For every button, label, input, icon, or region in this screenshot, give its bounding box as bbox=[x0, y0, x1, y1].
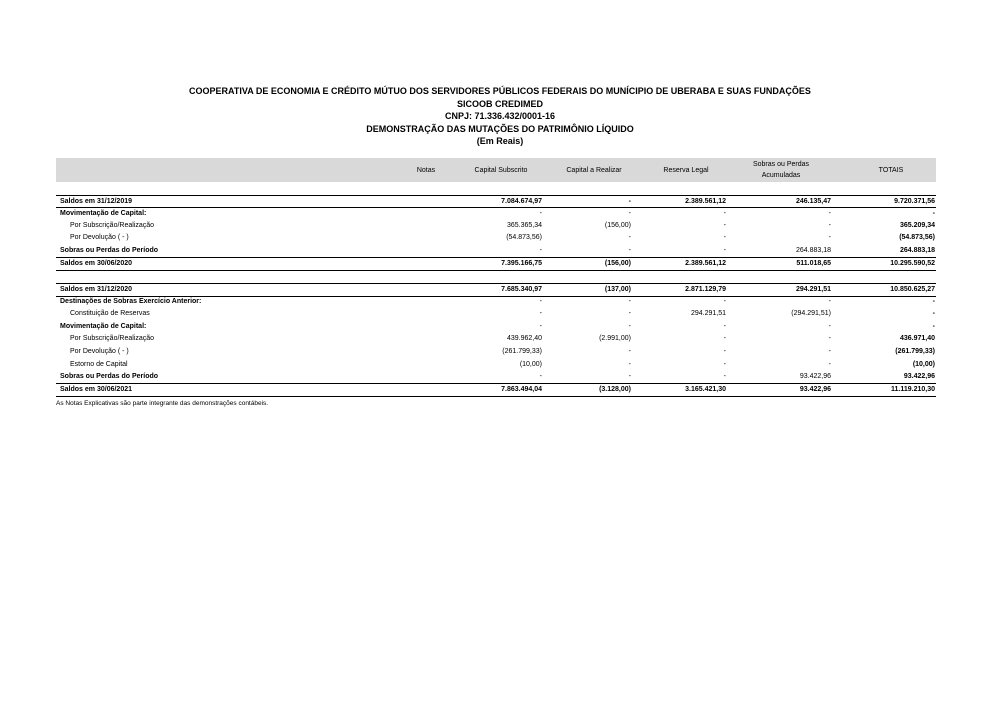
cell-total: 436.971,40 bbox=[899, 335, 935, 342]
cell-total: (10,00) bbox=[912, 361, 935, 368]
cell-capital-subscrito: - bbox=[539, 298, 542, 305]
row-label: Destinações de Sobras Exercício Anterior: bbox=[60, 298, 202, 305]
cell-total: (261.799,33) bbox=[895, 348, 935, 355]
cell-sobras: - bbox=[828, 335, 831, 342]
table-row bbox=[56, 359, 936, 371]
table-row bbox=[56, 371, 936, 383]
col-capital-subscrito: Capital Subscrito bbox=[474, 167, 528, 174]
cell-sobras: 93.422,96 bbox=[799, 386, 831, 393]
cell-capital-realizar: - bbox=[628, 247, 631, 254]
cell-capital-realizar: (156,00) bbox=[604, 222, 631, 229]
cell-reserva-legal: 2.871.129,79 bbox=[685, 286, 726, 293]
cell-sobras: - bbox=[828, 222, 831, 229]
cell-total: 10.850.625,27 bbox=[890, 286, 935, 293]
cell-reserva-legal: - bbox=[723, 247, 726, 254]
cell-capital-subscrito: 365.365,34 bbox=[506, 222, 542, 229]
cell-capital-realizar: - bbox=[628, 348, 631, 355]
cell-capital-subscrito: 7.084.674,97 bbox=[501, 198, 542, 205]
cell-capital-subscrito: 7.685.340,97 bbox=[501, 286, 542, 293]
row-label: Estorno de Capital bbox=[70, 361, 128, 368]
cell-sobras: - bbox=[828, 298, 831, 305]
row-label: Por Devolução ( - ) bbox=[70, 234, 129, 241]
table-row bbox=[56, 321, 936, 333]
table-row bbox=[56, 220, 936, 232]
cell-reserva-legal: - bbox=[723, 298, 726, 305]
cell-capital-realizar: - bbox=[628, 210, 631, 217]
cell-sobras: - bbox=[828, 348, 831, 355]
company-name: COOPERATIVA DE ECONOMIA E CRÉDITO MÚTUO DOS SERVIDORES PÚBLICOS FEDERAIS DO MUNÍCIPIO DE UBERABA E SUAS FUNDAÇÕES bbox=[189, 86, 811, 96]
currency-note: (Em Reais) bbox=[476, 136, 524, 146]
footnote: As Notas Explicativas são parte integrante das demonstrações contábeis. bbox=[56, 400, 269, 407]
row-label: Movimentação de Capital: bbox=[60, 210, 147, 217]
row-label: Saldos em 31/12/2019 bbox=[60, 198, 132, 205]
cell-reserva-legal: 3.165.421,30 bbox=[685, 386, 726, 393]
cell-sobras: - bbox=[828, 210, 831, 217]
cell-capital-subscrito: - bbox=[539, 247, 542, 254]
row-label: Constituição de Reservas bbox=[70, 310, 150, 317]
cell-sobras: 294.291,51 bbox=[795, 286, 831, 293]
company-short-name: SICOOB CREDIMED bbox=[456, 98, 543, 109]
cell-sobras: 93.422,96 bbox=[799, 373, 831, 380]
col-sobras-line2: Acumuladas bbox=[761, 172, 801, 179]
table-row bbox=[56, 196, 936, 208]
cell-capital-subscrito: (10,00) bbox=[519, 361, 542, 368]
row-label: Movimentação de Capital: bbox=[60, 323, 147, 330]
cell-reserva-legal: - bbox=[723, 373, 726, 380]
table-row bbox=[56, 258, 936, 270]
cell-total: (54.873,56) bbox=[899, 234, 935, 241]
cell-sobras: 246.135,47 bbox=[795, 198, 831, 205]
cell-capital-realizar: - bbox=[628, 234, 631, 241]
cell-capital-subscrito: - bbox=[539, 310, 542, 317]
cell-sobras: (294.291,51) bbox=[791, 310, 831, 317]
rule bbox=[56, 270, 936, 271]
cell-capital-subscrito: - bbox=[539, 373, 542, 380]
cell-capital-realizar: (2.991,00) bbox=[599, 335, 631, 342]
cell-capital-realizar: - bbox=[628, 298, 631, 305]
cell-capital-subscrito: - bbox=[539, 323, 542, 330]
report-header bbox=[0, 85, 1000, 148]
cell-capital-subscrito: (261.799,33) bbox=[502, 348, 542, 355]
cell-capital-realizar: - bbox=[628, 310, 631, 317]
table-row bbox=[56, 232, 936, 244]
row-label: Por Devolução ( - ) bbox=[70, 348, 129, 355]
cell-total: 11.119.210,30 bbox=[891, 386, 935, 393]
cell-reserva-legal: 2.389.561,12 bbox=[685, 198, 726, 205]
cell-total: 9.720.371,56 bbox=[894, 198, 935, 205]
cell-sobras: 511.018,65 bbox=[796, 260, 831, 267]
cell-total: - bbox=[932, 210, 935, 217]
cell-reserva-legal: - bbox=[723, 335, 726, 342]
cell-capital-realizar: (156,00) bbox=[604, 260, 631, 267]
table-row bbox=[56, 296, 936, 308]
cell-sobras: 264.883,18 bbox=[795, 247, 831, 254]
row-label: Por Subscrição/Realização bbox=[70, 222, 155, 229]
cell-capital-subscrito: - bbox=[539, 210, 542, 217]
table-row bbox=[56, 333, 936, 345]
cell-reserva-legal: 294.291,51 bbox=[690, 310, 726, 317]
cell-reserva-legal: - bbox=[723, 234, 726, 241]
cell-reserva-legal: - bbox=[723, 210, 726, 217]
table-row bbox=[56, 245, 936, 257]
table-row bbox=[56, 284, 936, 296]
cell-total: 264.883,18 bbox=[899, 247, 935, 254]
cell-capital-realizar: - bbox=[628, 323, 631, 330]
cell-total: - bbox=[932, 298, 935, 305]
cell-capital-subscrito: 439.962,40 bbox=[506, 335, 542, 342]
table-row bbox=[56, 384, 936, 396]
cell-total: - bbox=[932, 323, 935, 330]
cell-capital-realizar: (3.128,00) bbox=[599, 386, 631, 393]
col-notas: Notas bbox=[416, 167, 436, 174]
col-sobras-line1: Sobras ou Perdas bbox=[752, 161, 810, 168]
cell-reserva-legal: - bbox=[723, 348, 726, 355]
cell-capital-subscrito: (54.873,56) bbox=[506, 234, 542, 241]
cell-sobras: - bbox=[828, 361, 831, 368]
cell-reserva-legal: - bbox=[723, 222, 726, 229]
row-label: Sobras ou Perdas do Período bbox=[60, 247, 159, 254]
cell-capital-subscrito: 7.863.494,04 bbox=[501, 386, 542, 393]
cell-reserva-legal: 2.389.561,12 bbox=[685, 260, 726, 267]
col-capital-realizar: Capital a Realizar bbox=[566, 167, 622, 174]
cell-total: 10.295.590,52 bbox=[890, 260, 935, 267]
cell-capital-realizar: (137,00) bbox=[604, 286, 631, 293]
row-label: Por Subscrição/Realização bbox=[70, 335, 155, 342]
report-title: DEMONSTRAÇÃO DAS MUTAÇÕES DO PATRIMÔNIO LÍQUIDO bbox=[366, 123, 634, 134]
row-label: Sobras ou Perdas do Período bbox=[60, 373, 159, 380]
cell-capital-subscrito: 7.395.166,75 bbox=[501, 260, 542, 267]
cell-reserva-legal: - bbox=[723, 323, 726, 330]
rule bbox=[56, 396, 936, 397]
cell-capital-realizar: - bbox=[628, 373, 631, 380]
cell-reserva-legal: - bbox=[723, 361, 726, 368]
row-label: Saldos em 30/06/2020 bbox=[60, 260, 132, 267]
cell-sobras: - bbox=[828, 323, 831, 330]
row-label: Saldos em 31/12/2020 bbox=[60, 286, 132, 293]
table-row bbox=[56, 346, 936, 358]
row-label: Saldos em 30/06/2021 bbox=[60, 386, 132, 393]
cell-capital-realizar: - bbox=[628, 198, 631, 205]
table-row bbox=[56, 308, 936, 320]
cell-total: 93.422,96 bbox=[903, 373, 935, 380]
cell-total: - bbox=[932, 310, 935, 317]
col-reserva-legal: Reserva Legal bbox=[663, 167, 709, 174]
cell-capital-realizar: - bbox=[628, 361, 631, 368]
col-totais: TOTAIS bbox=[878, 167, 904, 174]
cell-total: 365.209,34 bbox=[899, 222, 935, 229]
column-header-bar bbox=[56, 158, 936, 182]
table-row bbox=[56, 208, 936, 220]
cell-sobras: - bbox=[828, 234, 831, 241]
cnpj: CNPJ: 71.336.432/0001-16 bbox=[444, 111, 556, 121]
